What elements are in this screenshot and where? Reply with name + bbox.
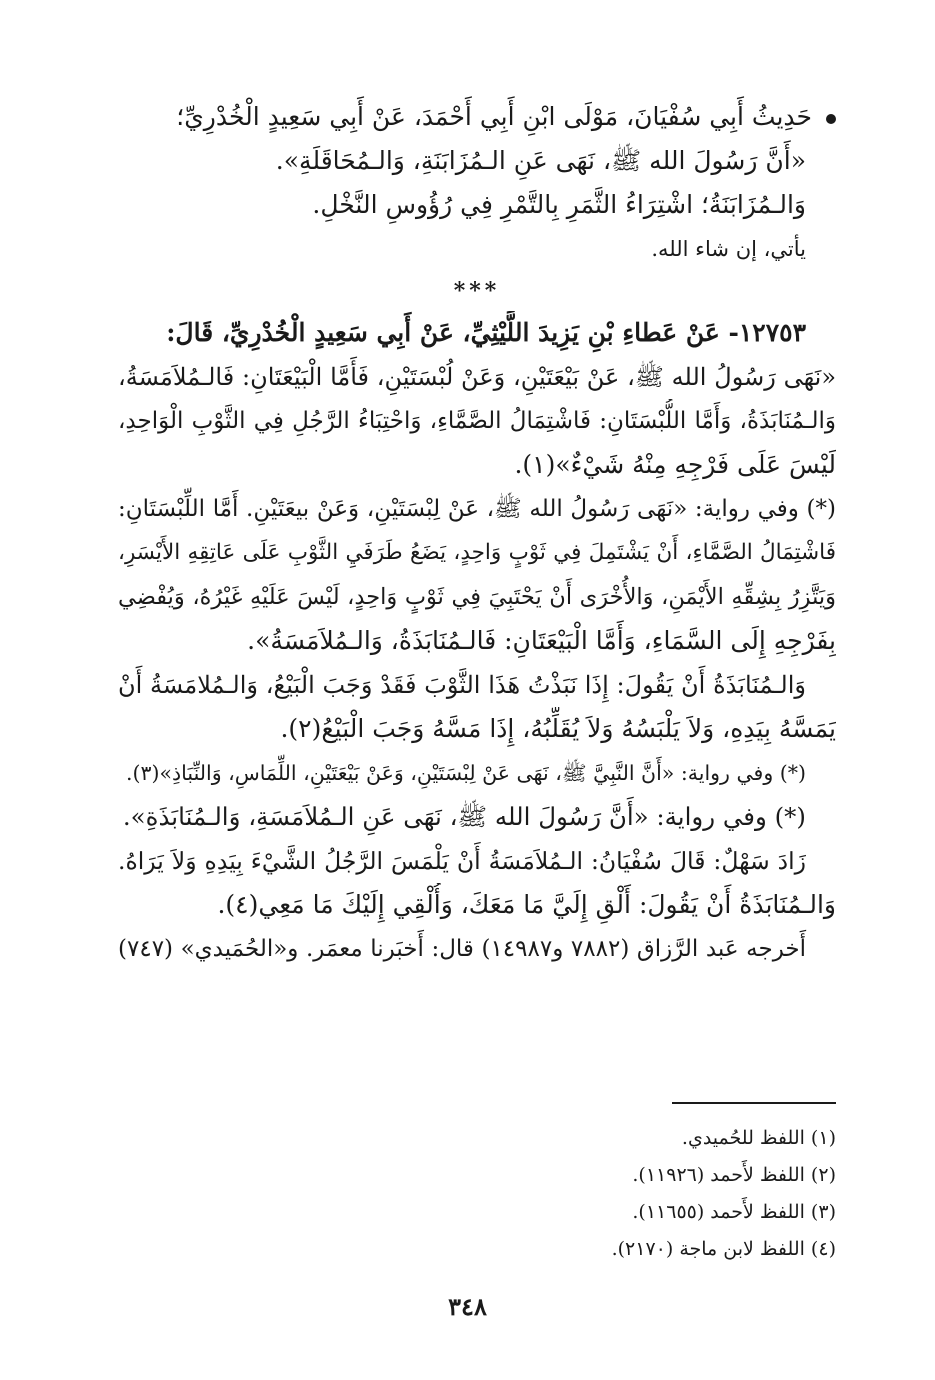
text-line — [118, 95, 836, 139]
text-line: يَمَسَّهُ بِيَدِهِ، وَلاَ يَلْبَسُهُ وَلاَ يُقَلِّبُهُ، إِذَا مَسَّهُ وَجَبَ الْبَيْعُ(٢). — [280, 714, 836, 743]
footnote: (٤) اللفظ لابن ماجة (٢١٧٠). — [611, 1238, 836, 1260]
line-text: حَدِيثُ أَبِي سُفْيَانَ، مَوْلَى ابْنِ أَبِي أَحْمَدَ، عَنْ أَبِي سَعِيدٍ الْخُدْرِيِّ؛ — [176, 102, 812, 131]
text-line: يأتي، إن شاء الله. — [651, 237, 806, 261]
text-line: زَادَ سَهْلٌ: قَالَ سُفْيَانُ: الـمُلاَمَسَةُ أَنْ يَلْمَسَ الرَّجُلُ الشَّيْءَ بِيَدِهِ وَلاَ يَرَاهُ. — [118, 847, 806, 875]
text-line: وَالـمُنَابَذَةُ أَنْ يَقُولَ: أَلْقِ إِلَيَّ مَا مَعَكَ، وَأُلْقِي إِلَيْكَ مَا مَعِي(٤). — [217, 890, 836, 919]
section-separator: *** — [453, 278, 501, 304]
text-line: (*) وفي رواية: «أَنَّ رَسُولَ الله ﷺ، نَهَى عَنِ الـمُلاَمَسَةِ، وَالـمُنَابَذَةِ». — [122, 802, 806, 831]
text-line: بِفَرْجِهِ إِلَى السَّمَاءِ، وَأَمَّا الْبَيْعَتَانِ: فَالـمُنَابَذَةُ، وَالـمُلاَمَسَةُ». — [247, 626, 836, 655]
text-line: وَالـمُنَابَذَةُ أَنْ يَقُولَ: إِذَا نَبَذْتُ هَذَا الثَّوْبَ فَقَدْ وَجَبَ الْبَيْعُ، وَالـمُلامَسَةُ أَنْ — [118, 671, 806, 699]
footnote-divider — [672, 1102, 836, 1104]
text-line: لَيْسَ عَلَى فَرْجِهِ مِنْهُ شَيْءٌ»(١). — [514, 450, 836, 479]
text-line: فَاشْتِمَالُ الصَّمَّاءِ، أَنْ يَشْتَمِلَ فِي ثَوْبٍ وَاحِدٍ، يَضَعُ طَرَفَيِ الثَّوْبِ عَلَى عَاتِقِهِ الأَيْسَرِ، — [118, 540, 836, 565]
text-line: «أَنَّ رَسُولَ الله ﷺ، نَهَى عَنِ الـمُزَابَنَةِ، وَالـمُحَاقَلَةِ». — [275, 146, 806, 175]
bullet-icon — [826, 114, 836, 124]
text-line: «نَهَى رَسُولُ الله ﷺ، عَنْ بَيْعَتَيْنِ، وَعَنْ لُبْسَتَيْنِ، فَأَمَّا الْبَيْعَتَانِ: فَالـمُلاَمَسَةُ، — [118, 363, 836, 391]
text-line: أَخرجه عَبد الرَّزاق (٧٨٨٢ و١٤٩٨٧) قال: أَخبَرنا معمَر. و«الحُمَيدي» (٧٤٧) — [118, 936, 807, 962]
main-text — [118, 95, 836, 971]
text-line: وَالـمُنَابَذَةُ، وَأَمَّا اللُّبْسَتَانِ: فَاشْتِمَالُ الصَّمَّاءِ، وَاحْتِبَاءُ الرَّجُلِ فِي الثَّوْبِ الْوَاحِدِ، — [118, 408, 836, 434]
footnote: (٣) اللفظ لأَحمد (١١٦٥٥). — [632, 1201, 836, 1223]
text-line: (*) وفي رواية: «نَهَى رَسُولُ الله ﷺ، عَنْ لِبْسَتَيْنِ، وَعَنْ بيعَتَيْنِ. أَمَّا اللِّبْسَتَانِ: — [118, 496, 836, 522]
page-number: ٣٤٨ — [448, 1292, 487, 1321]
hadith-heading: ١٢٧٥٣- عَنْ عَطاءِ بْنِ يَزِيدَ اللَّيْثِيِّ، عَنْ أَبِي سَعِيدٍ الْخُدْرِيِّ، قَالَ: — [166, 318, 806, 347]
text-line: وَالـمُزَابَنَةُ؛ اشْتِرَاءُ الثَّمَرِ بِالتَّمْرِ فِي رُؤُوسِ النَّخْلِ. — [312, 190, 806, 219]
text-line: (*) وفي رواية: «أَنَّ النَّبِيَّ ﷺ، نَهَى عَنْ لِبْسَتَيْنِ، وَعَنْ بَيْعَتَيْنِ، اللِّمَاسِ، وَالنِّبَاذِ»(٣). — [125, 761, 806, 785]
footnote: (٢) اللفظ لأَحمد (١١٩٢٦). — [632, 1164, 836, 1186]
footnotes — [400, 1120, 836, 1268]
footnote: (١) اللفظ للحُميدي. — [681, 1127, 836, 1149]
text-line: وَيَتَّزِرُ بِشِقِّهِ الأَيْمَنِ، وَالأُخْرَى أَنْ يَحْتَبِيَ فِي ثَوْبٍ وَاحِدٍ، لَيْسَ عَلَيْهِ غَيْرُهُ، وَيُفْضِي — [118, 584, 836, 610]
